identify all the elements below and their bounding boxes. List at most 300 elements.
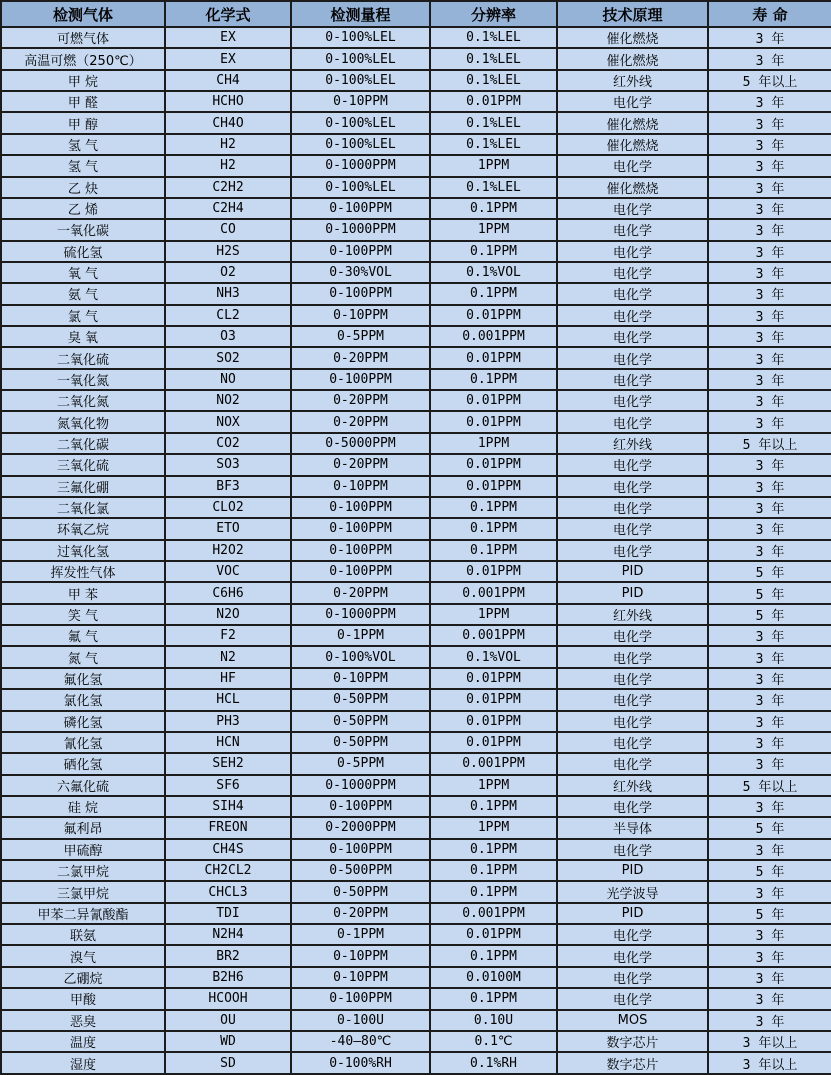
cell-principle: 电化学 [557,796,708,817]
cell-formula: N2 [165,646,291,667]
cell-principle: 电化学 [557,540,708,561]
cell-gas-name: 甲 烷 [1,70,165,91]
cell-range: 0-2000PPM [291,817,430,838]
column-header-resolution: 分辨率 [430,1,557,27]
cell-lifespan: 3 年 [708,689,831,710]
cell-formula: EX [165,48,291,69]
cell-formula: PH3 [165,711,291,732]
cell-formula: H2 [165,155,291,176]
cell-gas-name: 氢 气 [1,155,165,176]
cell-principle: 红外线 [557,70,708,91]
cell-range: -40—80℃ [291,1031,430,1052]
cell-lifespan: 5 年 [708,582,831,603]
table-row [1,262,831,283]
cell-range: 0-1000PPM [291,604,430,625]
cell-principle: MOS [557,1010,708,1031]
table-row [1,112,831,133]
cell-lifespan: 3 年 [708,283,831,304]
table-row [1,967,831,988]
cell-formula: SIH4 [165,796,291,817]
cell-range: 0-5PPM [291,326,430,347]
cell-lifespan: 3 年 [708,155,831,176]
table-row [1,561,831,582]
cell-lifespan: 3 年 [708,1010,831,1031]
table-row [1,839,831,860]
cell-principle: 催化燃烧 [557,177,708,198]
cell-principle: 红外线 [557,604,708,625]
cell-gas-name: 氟利昂 [1,817,165,838]
cell-principle: 电化学 [557,988,708,1009]
cell-range: 0-500PPM [291,860,430,881]
cell-lifespan: 3 年 [708,625,831,646]
header-row [1,1,831,27]
table-row [1,283,831,304]
cell-principle: 电化学 [557,924,708,945]
cell-lifespan: 5 年 [708,817,831,838]
cell-range: 0-100%LEL [291,112,430,133]
cell-gas-name: 二氧化氯 [1,497,165,518]
cell-principle: 电化学 [557,369,708,390]
cell-range: 0-10PPM [291,305,430,326]
cell-principle: 电化学 [557,219,708,240]
cell-principle: 电化学 [557,476,708,497]
cell-lifespan: 3 年 [708,945,831,966]
cell-principle: 电化学 [557,326,708,347]
table-row [1,134,831,155]
table-row [1,497,831,518]
cell-resolution: 0.1%LEL [430,70,557,91]
cell-principle: 电化学 [557,518,708,539]
cell-range: 0-5000PPM [291,433,430,454]
cell-range: 0-100PPM [291,241,430,262]
cell-range: 0-100PPM [291,796,430,817]
table-body [1,27,831,1074]
cell-resolution: 0.1PPM [430,988,557,1009]
cell-lifespan: 3 年 [708,369,831,390]
table-row [1,646,831,667]
cell-gas-name: 联氨 [1,924,165,945]
cell-lifespan: 3 年 [708,305,831,326]
cell-lifespan: 3 年 [708,540,831,561]
cell-principle: PID [557,582,708,603]
cell-principle: 电化学 [557,262,708,283]
cell-range: 0-50PPM [291,732,430,753]
cell-gas-name: 甲 醛 [1,91,165,112]
cell-formula: HCOOH [165,988,291,1009]
cell-formula: HCN [165,732,291,753]
cell-range: 0-100%LEL [291,70,430,91]
cell-formula: H2 [165,134,291,155]
cell-range: 0-100%LEL [291,177,430,198]
cell-gas-name: 甲苯二异氰酸酯 [1,903,165,924]
table-row [1,347,831,368]
cell-resolution: 0.1%RH [430,1052,557,1074]
cell-resolution: 1PPM [430,433,557,454]
cell-gas-name: 二氧化硫 [1,347,165,368]
cell-formula: SD [165,1052,291,1074]
cell-gas-name: 氧 气 [1,262,165,283]
cell-formula: NH3 [165,283,291,304]
table-row [1,881,831,902]
cell-lifespan: 3 年 [708,753,831,774]
cell-formula: CH2CL2 [165,860,291,881]
table-row [1,817,831,838]
cell-formula: BF3 [165,476,291,497]
table-row [1,476,831,497]
cell-lifespan: 5 年 [708,860,831,881]
cell-gas-name: 可燃气体 [1,27,165,48]
cell-lifespan: 3 年 [708,839,831,860]
cell-range: 0-100PPM [291,540,430,561]
cell-principle: PID [557,561,708,582]
cell-gas-name: 氟 气 [1,625,165,646]
cell-lifespan: 3 年 [708,646,831,667]
table-row [1,70,831,91]
cell-lifespan: 3 年 [708,497,831,518]
cell-resolution: 1PPM [430,604,557,625]
cell-gas-name: 氰化氢 [1,732,165,753]
cell-range: 0-100U [291,1010,430,1031]
table-row [1,241,831,262]
cell-formula: CL2 [165,305,291,326]
cell-lifespan: 3 年 [708,48,831,69]
cell-lifespan: 3 年 [708,177,831,198]
cell-lifespan: 3 年 [708,198,831,219]
cell-gas-name: 硫化氢 [1,241,165,262]
cell-principle: 电化学 [557,283,708,304]
cell-range: 0-100PPM [291,497,430,518]
cell-resolution: 0.1PPM [430,881,557,902]
cell-principle: 电化学 [557,945,708,966]
cell-principle: 电化学 [557,967,708,988]
cell-formula: VOC [165,561,291,582]
column-header-gas: 检测气体 [1,1,165,27]
cell-resolution: 0.01PPM [430,347,557,368]
column-header-lifespan: 寿 命 [708,1,831,27]
cell-lifespan: 5 年以上 [708,775,831,796]
table-row [1,753,831,774]
cell-lifespan: 3 年 [708,112,831,133]
cell-formula: CO2 [165,433,291,454]
cell-principle: PID [557,860,708,881]
cell-gas-name: 高温可燃（250℃） [1,48,165,69]
cell-gas-name: 甲硫醇 [1,839,165,860]
cell-range: 0-20PPM [291,390,430,411]
cell-resolution: 1PPM [430,775,557,796]
table-row [1,604,831,625]
cell-principle: 电化学 [557,198,708,219]
cell-principle: 电化学 [557,711,708,732]
cell-gas-name: 氟化氢 [1,668,165,689]
cell-range: 0-100PPM [291,988,430,1009]
cell-principle: 电化学 [557,732,708,753]
cell-range: 0-50PPM [291,689,430,710]
cell-lifespan: 3 年 [708,454,831,475]
cell-gas-name: 乙硼烷 [1,967,165,988]
cell-resolution: 0.1PPM [430,796,557,817]
cell-gas-name: 甲 醇 [1,112,165,133]
table-row [1,433,831,454]
cell-gas-name: 氢 气 [1,134,165,155]
cell-gas-name: 磷化氢 [1,711,165,732]
cell-gas-name: 笑 气 [1,604,165,625]
table-row [1,625,831,646]
cell-principle: 电化学 [557,347,708,368]
cell-formula: H2S [165,241,291,262]
cell-gas-name: 三氯甲烷 [1,881,165,902]
cell-range: 0-50PPM [291,711,430,732]
cell-resolution: 0.1PPM [430,540,557,561]
cell-lifespan: 3 年 [708,796,831,817]
cell-gas-name: 恶臭 [1,1010,165,1031]
cell-resolution: 0.01PPM [430,91,557,112]
cell-formula: WD [165,1031,291,1052]
cell-lifespan: 3 年 [708,134,831,155]
cell-lifespan: 5 年 [708,604,831,625]
cell-formula: CHCL3 [165,881,291,902]
table-row [1,711,831,732]
cell-range: 0-30%VOL [291,262,430,283]
table-row [1,988,831,1009]
table-row [1,582,831,603]
cell-resolution: 0.01PPM [430,711,557,732]
cell-lifespan: 3 年 [708,988,831,1009]
cell-gas-name: 臭 氧 [1,326,165,347]
cell-formula: BR2 [165,945,291,966]
cell-principle: 电化学 [557,454,708,475]
cell-gas-name: 二氧化碳 [1,433,165,454]
column-header-formula: 化学式 [165,1,291,27]
cell-range: 0-20PPM [291,411,430,432]
cell-lifespan: 5 年以上 [708,70,831,91]
cell-resolution: 0.001PPM [430,625,557,646]
cell-lifespan: 3 年 [708,390,831,411]
cell-gas-name: 氨 气 [1,283,165,304]
cell-formula: TDI [165,903,291,924]
cell-resolution: 0.001PPM [430,903,557,924]
cell-resolution: 1PPM [430,817,557,838]
cell-resolution: 0.1℃ [430,1031,557,1052]
cell-lifespan: 3 年以上 [708,1052,831,1074]
table-row [1,775,831,796]
column-header-range: 检测量程 [291,1,430,27]
cell-formula: SO3 [165,454,291,475]
cell-resolution: 0.1PPM [430,945,557,966]
cell-formula: EX [165,27,291,48]
cell-principle: 数字芯片 [557,1031,708,1052]
table-row [1,305,831,326]
cell-range: 0-100PPM [291,283,430,304]
cell-principle: 电化学 [557,689,708,710]
cell-principle: 电化学 [557,91,708,112]
cell-resolution: 0.1%LEL [430,48,557,69]
cell-range: 0-100%LEL [291,48,430,69]
cell-formula: NO [165,369,291,390]
cell-resolution: 0.01PPM [430,561,557,582]
cell-range: 0-100%VOL [291,646,430,667]
cell-principle: 电化学 [557,497,708,518]
cell-principle: 电化学 [557,411,708,432]
cell-lifespan: 5 年以上 [708,433,831,454]
cell-gas-name: 温度 [1,1031,165,1052]
cell-formula: C2H4 [165,198,291,219]
cell-range: 0-1PPM [291,625,430,646]
table-row [1,91,831,112]
table-row [1,1052,831,1074]
table-row [1,1031,831,1052]
cell-resolution: 0.01PPM [430,924,557,945]
column-header-principle: 技术原理 [557,1,708,27]
cell-lifespan: 3 年 [708,347,831,368]
cell-formula: HCHO [165,91,291,112]
cell-lifespan: 3 年 [708,411,831,432]
cell-gas-name: 硒化氢 [1,753,165,774]
cell-range: 0-100%LEL [291,134,430,155]
cell-formula: HCL [165,689,291,710]
cell-formula: CH4S [165,839,291,860]
cell-gas-name: 硅 烷 [1,796,165,817]
table-row [1,796,831,817]
cell-principle: 光学波导 [557,881,708,902]
cell-lifespan: 3 年以上 [708,1031,831,1052]
cell-range: 0-100PPM [291,518,430,539]
cell-principle: 电化学 [557,625,708,646]
table-head [1,1,831,27]
table-row [1,945,831,966]
cell-lifespan: 3 年 [708,326,831,347]
cell-range: 0-100PPM [291,369,430,390]
table-row [1,27,831,48]
cell-lifespan: 3 年 [708,668,831,689]
cell-gas-name: 湿度 [1,1052,165,1074]
cell-range: 0-50PPM [291,881,430,902]
cell-range: 0-100%RH [291,1052,430,1074]
cell-lifespan: 5 年 [708,903,831,924]
cell-lifespan: 3 年 [708,91,831,112]
cell-resolution: 0.01PPM [430,689,557,710]
cell-formula: B2H6 [165,967,291,988]
cell-formula: O2 [165,262,291,283]
cell-range: 0-10PPM [291,967,430,988]
table-row [1,1010,831,1031]
cell-gas-name: 乙 烯 [1,198,165,219]
cell-formula: SEH2 [165,753,291,774]
cell-formula: CLO2 [165,497,291,518]
cell-principle: 电化学 [557,305,708,326]
cell-resolution: 0.01PPM [430,732,557,753]
cell-resolution: 0.1PPM [430,518,557,539]
cell-principle: 电化学 [557,646,708,667]
cell-lifespan: 3 年 [708,262,831,283]
cell-range: 0-100PPM [291,561,430,582]
cell-lifespan: 3 年 [708,967,831,988]
cell-resolution: 0.1%LEL [430,134,557,155]
cell-range: 0-1000PPM [291,219,430,240]
cell-lifespan: 3 年 [708,732,831,753]
table-row [1,518,831,539]
cell-range: 0-20PPM [291,582,430,603]
table-row [1,454,831,475]
cell-range: 0-20PPM [291,903,430,924]
cell-range: 0-100PPM [291,198,430,219]
cell-gas-name: 氯 气 [1,305,165,326]
cell-gas-name: 三氟化硼 [1,476,165,497]
cell-resolution: 0.001PPM [430,753,557,774]
cell-gas-name: 一氧化碳 [1,219,165,240]
cell-resolution: 0.1PPM [430,497,557,518]
cell-formula: CH4O [165,112,291,133]
cell-formula: HF [165,668,291,689]
table-row [1,219,831,240]
cell-principle: 数字芯片 [557,1052,708,1074]
cell-principle: 催化燃烧 [557,134,708,155]
cell-gas-name: 二氧化氮 [1,390,165,411]
cell-principle: 电化学 [557,668,708,689]
cell-principle: 催化燃烧 [557,112,708,133]
cell-lifespan: 3 年 [708,518,831,539]
cell-range: 0-1000PPM [291,775,430,796]
cell-gas-name: 环氧乙烷 [1,518,165,539]
cell-resolution: 1PPM [430,219,557,240]
cell-resolution: 0.0100M [430,967,557,988]
cell-lifespan: 3 年 [708,711,831,732]
cell-gas-name: 甲酸 [1,988,165,1009]
cell-range: 0-100%LEL [291,27,430,48]
cell-formula: SF6 [165,775,291,796]
cell-resolution: 0.1%LEL [430,27,557,48]
cell-resolution: 0.01PPM [430,411,557,432]
table-row [1,903,831,924]
table-row [1,177,831,198]
table-row [1,48,831,69]
cell-gas-name: 三氧化硫 [1,454,165,475]
cell-resolution: 0.1PPM [430,369,557,390]
cell-gas-name: 乙 炔 [1,177,165,198]
cell-resolution: 0.1%LEL [430,112,557,133]
cell-range: 0-20PPM [291,347,430,368]
cell-gas-name: 氮氧化物 [1,411,165,432]
cell-range: 0-20PPM [291,454,430,475]
cell-formula: O3 [165,326,291,347]
cell-formula: CO [165,219,291,240]
cell-gas-name: 过氧化氢 [1,540,165,561]
table-row [1,369,831,390]
cell-range: 0-1PPM [291,924,430,945]
cell-lifespan: 3 年 [708,881,831,902]
cell-resolution: 0.001PPM [430,582,557,603]
table-row [1,411,831,432]
cell-lifespan: 3 年 [708,241,831,262]
cell-range: 0-10PPM [291,668,430,689]
table-row [1,860,831,881]
table-row [1,732,831,753]
cell-lifespan: 5 年 [708,561,831,582]
cell-lifespan: 3 年 [708,219,831,240]
cell-formula: C6H6 [165,582,291,603]
cell-formula: N2O [165,604,291,625]
table-row [1,924,831,945]
cell-lifespan: 3 年 [708,27,831,48]
cell-resolution: 0.1PPM [430,839,557,860]
cell-range: 0-10PPM [291,91,430,112]
cell-resolution: 0.1%VOL [430,646,557,667]
cell-principle: 红外线 [557,433,708,454]
table-row [1,540,831,561]
cell-resolution: 0.1PPM [430,241,557,262]
cell-gas-name: 甲 苯 [1,582,165,603]
cell-gas-name: 挥发性气体 [1,561,165,582]
cell-formula: CH4 [165,70,291,91]
